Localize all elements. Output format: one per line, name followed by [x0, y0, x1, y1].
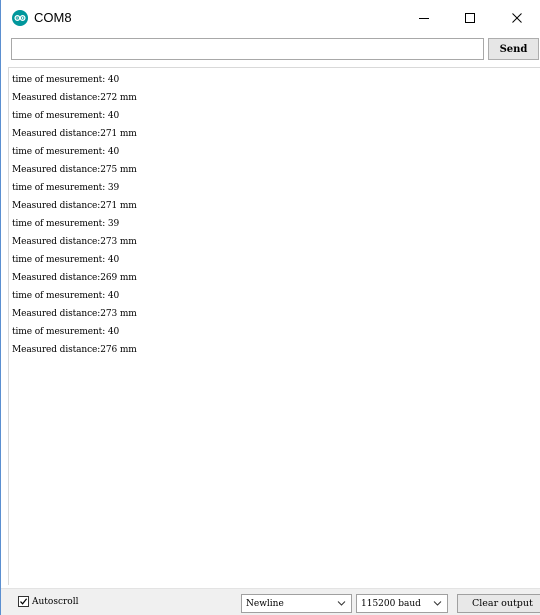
- output-line: time of mesurement: 40: [12, 255, 120, 265]
- send-row: [11, 38, 539, 60]
- chevron-down-icon: [433, 600, 442, 607]
- maximize-icon: [464, 12, 476, 24]
- window-title: COM8: [34, 10, 72, 25]
- checkbox-checked-icon: [18, 596, 29, 607]
- close-icon: [511, 12, 523, 24]
- minimize-button[interactable]: [401, 0, 447, 36]
- output-line: time of mesurement: 40: [12, 75, 120, 85]
- title-bar[interactable]: [1, 0, 540, 36]
- output-line: Measured distance:271 mm: [12, 201, 137, 211]
- output-line: Measured distance:276 mm: [12, 345, 137, 355]
- output-line: Measured distance:272 mm: [12, 93, 137, 103]
- clear-output-button[interactable]: Clear output: [457, 594, 540, 613]
- autoscroll-label: Autoscroll: [32, 596, 79, 607]
- output-line: time of mesurement: 39: [12, 219, 120, 229]
- output-line: Measured distance:273 mm: [12, 309, 137, 319]
- minimize-icon: [418, 12, 430, 24]
- output-line: Measured distance:273 mm: [12, 237, 137, 247]
- output-line: time of mesurement: 40: [12, 291, 120, 301]
- output-line: time of mesurement: 39: [12, 183, 120, 193]
- autoscroll-checkbox[interactable]: [18, 596, 78, 607]
- send-button[interactable]: Send: [488, 38, 539, 60]
- output-line: time of mesurement: 40: [12, 327, 120, 337]
- arduino-icon: [12, 10, 28, 26]
- serial-output[interactable]: [8, 67, 540, 585]
- output-line: Measured distance:275 mm: [12, 165, 137, 175]
- maximize-button[interactable]: [447, 0, 493, 36]
- bottom-bar: [1, 588, 540, 615]
- output-line: Measured distance:269 mm: [12, 273, 137, 283]
- send-input[interactable]: [11, 38, 484, 60]
- line-ending-select[interactable]: [241, 594, 352, 613]
- output-line: time of mesurement: 40: [12, 147, 120, 157]
- chevron-down-icon: [337, 600, 346, 607]
- baud-rate-select[interactable]: [356, 594, 448, 613]
- baud-rate-value: 115200 baud: [361, 598, 421, 609]
- line-ending-value: Newline: [246, 598, 284, 609]
- output-line: Measured distance:271 mm: [12, 129, 137, 139]
- close-button[interactable]: [494, 0, 540, 36]
- output-line: time of mesurement: 40: [12, 111, 120, 121]
